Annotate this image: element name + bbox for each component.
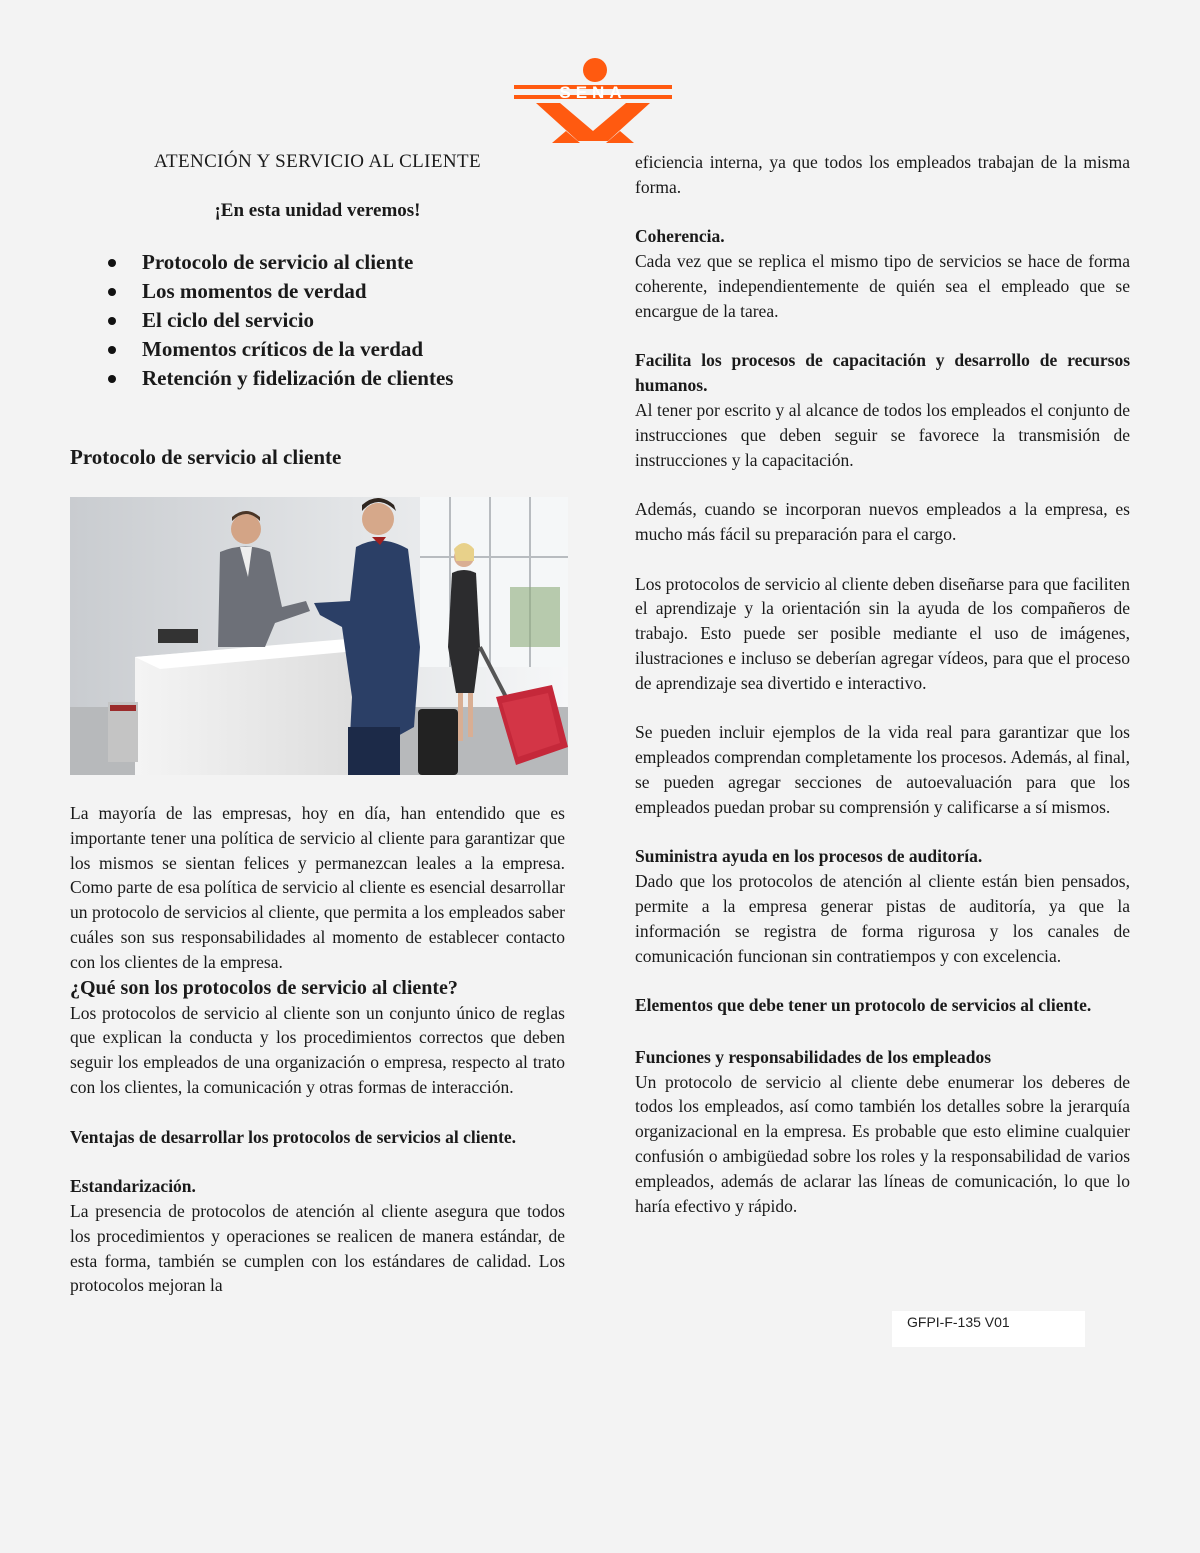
standardization-text: La presencia de protocolos de atención al cliente asegura que todos los procedimientos y operaciones se realicen de manera estándar, de esta forma, también se cumplen con los estándares de calidad. Los protocolos mejoran la bbox=[70, 1200, 565, 1296]
examples-text: Se pueden incluir ejemplos de la vida real para garantizar que los empleados comprendan completamente los procesos. Además, al final, se pueden agregar secciones de autoevaluación para que los empleados puedan probar su comprensión y calificarse a sí mismos. bbox=[635, 722, 1130, 817]
list-item: Momentos críticos de la verdad bbox=[70, 335, 565, 364]
advantages-heading: Ventajas de desarrollar los protocolos de servicios al cliente. bbox=[70, 1126, 517, 1147]
right-column bbox=[635, 150, 1130, 1218]
audit-text: Dado que los protocolos de atención al cliente están bien pensados, permite a la empresa generar pistas de auditoría, ya que la información se registra de forma rigurosa y los canales de comunicación funcionan sin contratiempos y con excelencia. bbox=[635, 871, 1130, 966]
intro-paragraph: La mayoría de las empresas, hoy en día, han entendido que es importante tener una política de servicio al cliente para garantizar que los mismos se sientan felices y permanezcan leales a la empresa. Como parte de esa política de servicio al cliente es esencial desarrollar un protocolo de servicios al cliente, que permita a los empleados saber cuáles son sus responsabilidades al momento de establecer contacto con los clientes de la empresa. bbox=[70, 803, 565, 972]
standardization-heading: Estandarización. bbox=[70, 1176, 196, 1197]
reception-handshake-photo bbox=[70, 497, 568, 775]
bullet-icon bbox=[108, 375, 116, 383]
bullet-icon bbox=[108, 259, 116, 267]
elements-heading: Elementos que debe tener un protocolo de servicios al cliente. bbox=[635, 995, 1092, 1016]
new-employees-text: Además, cuando se incorporan nuevos empleados a la empresa, es mucho más fácil su preparación para el cargo. bbox=[635, 499, 1130, 544]
list-item: Los momentos de verdad bbox=[70, 277, 565, 306]
audit-heading: Suministra ayuda en los procesos de auditoría. bbox=[635, 846, 983, 867]
bullet-icon bbox=[108, 346, 116, 354]
logo-wordmark: SENA bbox=[559, 83, 627, 102]
document-title: ATENCIÓN Y SERVICIO AL CLIENTE bbox=[153, 151, 482, 172]
training-heading: Facilita los procesos de capacitación y desarrollo de recursos humanos. bbox=[635, 350, 1130, 396]
unit-subtitle: ¡En esta unidad veremos! bbox=[214, 200, 421, 221]
coherence-text: Cada vez que se replica el mismo tipo de servicios se hace de forma coherente, independientemente de quién sea el empleado que se encargue de la tarea. bbox=[635, 251, 1130, 321]
question-title: ¿Qué son los protocolos de servicio al cliente? bbox=[70, 976, 458, 999]
section-title: Protocolo de servicio al cliente bbox=[70, 445, 342, 469]
list-item: Protocolo de servicio al cliente bbox=[70, 248, 565, 277]
form-code-label: GFPI-F-135 V01 bbox=[892, 1311, 1085, 1347]
continuation-text: eficiencia interna, ya que todos los empleados trabajan de la misma forma. bbox=[635, 152, 1130, 197]
coherence-heading: Coherencia. bbox=[635, 226, 725, 247]
list-item: El ciclo del servicio bbox=[70, 306, 565, 335]
bullet-icon bbox=[108, 317, 116, 325]
training-text: Al tener por escrito y al alcance de todos los empleados el conjunto de instrucciones que deben seguir se favorece la transmisión de instrucciones y la capacitación. bbox=[635, 399, 1130, 470]
functions-text: Un protocolo de servicio al cliente debe enumerar los deberes de todos los empleados, así como también los detalles sobre la jerarquía organizacional en la empresa. Es probable que esto elimine cualquier confusión o ambigüedad sobre los roles y la responsabilidad de varios empleados, además de aclarar las líneas de comunicación, lo que lo haría efectivo y rápido. bbox=[635, 1071, 1130, 1216]
functions-heading: Funciones y responsabilidades de los empleados bbox=[635, 1046, 992, 1067]
left-column bbox=[70, 150, 565, 1298]
topic-list bbox=[70, 248, 565, 393]
definition-paragraph: Los protocolos de servicio al cliente son un conjunto único de reglas que explican la conducta y los procedimientos correctos que deben seguir los empleados de una organización o empresa, respecto al trato con los clientes, la comunicación y otras formas de interacción. bbox=[70, 1002, 565, 1097]
sena-logo bbox=[510, 55, 676, 145]
list-item: Retención y fidelización de clientes bbox=[70, 364, 565, 393]
design-text: Los protocolos de servicio al cliente deben diseñarse para que faciliten el aprendizaje y la orientación sin la ayuda de los compañeros de trabajo. Esto puede ser posible mediante el uso de imágenes, ilustraciones e incluso se deberían agregar vídeos, para que el proceso de aprendizaje sea divertido e interactivo. bbox=[635, 573, 1130, 693]
bullet-icon bbox=[108, 288, 116, 296]
